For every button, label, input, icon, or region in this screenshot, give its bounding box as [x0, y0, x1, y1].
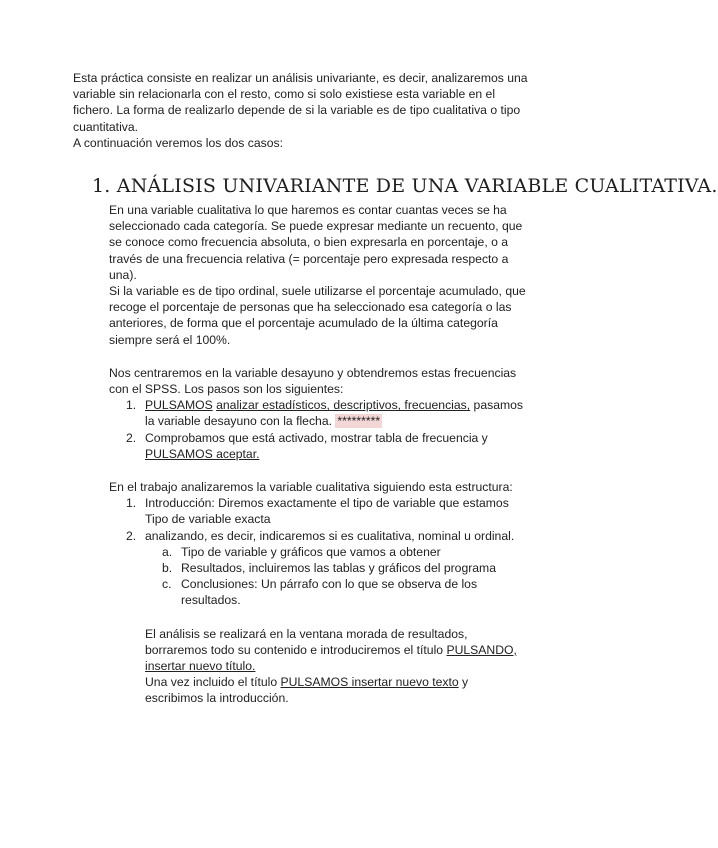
pulsamos-label: PULSAMOS: [145, 398, 213, 413]
list-item: c. Conclusiones: Un párrafo con lo que se observa de los resultados.: [162, 577, 478, 608]
list-item: a. Tipo de variable y gráficos que vamos a obtener: [162, 544, 441, 559]
list-item: b. Resultados, incluiremos las tablas y gráficos del programa: [162, 561, 496, 576]
insert-title-action: PULSANDO, insertar nuevo título.: [145, 642, 517, 674]
highlighted-mark: *********: [337, 414, 381, 429]
section-body: [109, 202, 529, 707]
list-item: 1. Introducción: Diremos exactamente el tipo de variable que estamos Tipo de variable exacta: [126, 496, 509, 527]
list-item: 2. analizando, es decir, indicaremos si es cualitativa, nominal u ordinal.: [126, 528, 515, 543]
menu-path: analizar estadísticos, descriptivos, frecuencias,: [216, 398, 471, 413]
paragraph-insert-text: Una vez incluido el título PULSAMOS insertar nuevo texto y escribimos la introducción.: [145, 675, 469, 706]
sub-list: [109, 544, 529, 609]
intro-paragraph: Esta práctica consiste en realizar un análisis univariante, es decir, analizaremos una variable sin relacionarla con el resto, como si solo existiese esta variable en el fichero. La forma de realizarlo depende de si la variable es de tipo cualitativa o tipo cuantitativa.: [73, 71, 528, 134]
section-heading: 1. ANÁLISIS UNIVARIANTE DE UNA VARIABLE CUALITATIVA.: [92, 175, 718, 197]
list-item: 1. PULSAMOS analizar estadísticos, descriptivos, frecuencias, pasamos la variable desayuno con la flecha. *********: [126, 398, 523, 429]
intro-block: [73, 70, 538, 151]
steps-list: [109, 397, 529, 462]
insert-text-action: PULSAMOS insertar nuevo texto: [280, 675, 459, 690]
paragraph-structure-intro: En el trabajo analizaremos la variable cualitativa siguiendo esta estructura:: [109, 480, 513, 495]
paragraph-steps-intro: Nos centraremos en la variable desayuno y obtendremos estas frecuencias con el SPSS. Los pasos son los siguientes:: [109, 365, 517, 397]
list-item: 2. Comprobamos que está activado, mostrar tabla de frecuencia y PULSAMOS aceptar.: [126, 430, 488, 461]
paragraph-frequency: En una variable cualitativa lo que haremos es contar cuantas veces se ha seleccionado cada categoría. Se puede expresar mediante un recuento, que se conoce como frecuencia absoluta, o bien expresarla en porcentaje, o a través de una frecuencia relativa (= porcentaje pero expresada respecto a una).: [109, 203, 523, 282]
intro-transition: A continuación veremos los dos casos:: [73, 135, 284, 150]
paragraph-ordinal: Si la variable es de tipo ordinal, suele utilizarse el porcentaje acumulado, que recoge el porcentaje de personas que ha seleccionado esa categoría o las anteriores, de forma que el porcentaje acumulado de la última categoría siempre será el 100%.: [109, 284, 526, 347]
accept-action: PULSAMOS aceptar.: [145, 446, 260, 461]
paragraph-results-window: El análisis se realizará en la ventana morada de resultados, borraremos todo su contenido e introduciremos el título PULSANDO, insertar nuevo título.: [145, 626, 517, 674]
structure-list: [109, 495, 529, 544]
